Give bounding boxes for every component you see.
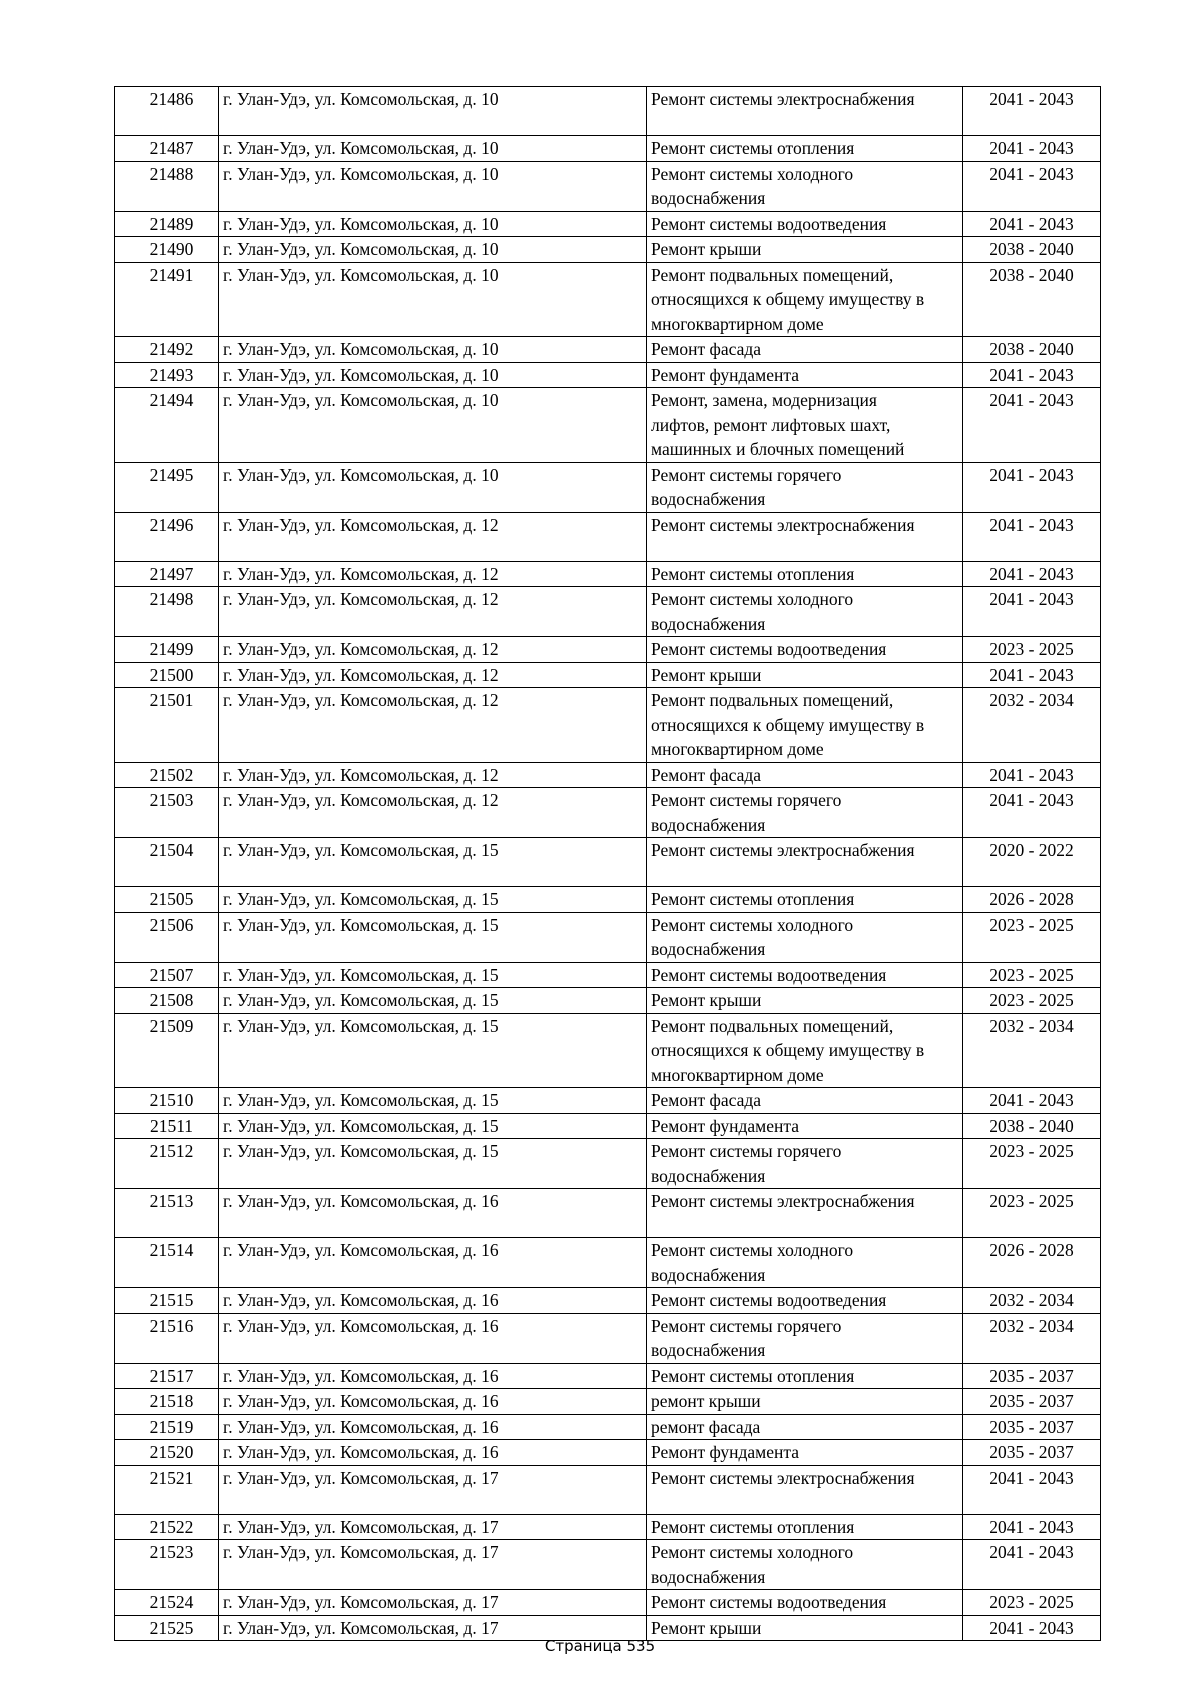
- address-cell: г. Улан-Удэ, ул. Комсомольская, д. 12: [219, 637, 647, 663]
- row-number-cell: 21499: [115, 637, 219, 663]
- address-cell: г. Улан-Удэ, ул. Комсомольская, д. 10: [219, 237, 647, 263]
- row-number-cell: 21524: [115, 1590, 219, 1616]
- years-cell: 2041 - 2043: [963, 1514, 1101, 1540]
- work-type-line: Ремонт системы отопления: [651, 563, 855, 584]
- work-type-line: Ремонт системы электроснабжения: [651, 1191, 915, 1211]
- years-cell: 2023 - 2025: [963, 962, 1101, 988]
- years-cell: 2035 - 2037: [963, 1389, 1101, 1415]
- table-row: [115, 362, 1101, 388]
- years-cell: 2041 - 2043: [963, 161, 1101, 211]
- work-type-cell: [647, 637, 963, 663]
- row-number-cell: 21489: [115, 211, 219, 237]
- years-cell: 2041 - 2043: [963, 561, 1101, 587]
- years-cell: 2041 - 2043: [963, 462, 1101, 512]
- row-number-cell: 21491: [115, 262, 219, 337]
- years-cell: 2023 - 2025: [963, 637, 1101, 663]
- table-row: [115, 887, 1101, 913]
- row-number-cell: 21502: [115, 762, 219, 788]
- table-row: [115, 1288, 1101, 1314]
- table-row: [115, 662, 1101, 688]
- work-type-cell: [647, 887, 963, 913]
- work-type-line: Ремонт фундамента: [651, 1442, 800, 1462]
- work-type-line: водоснабжения: [651, 814, 766, 835]
- address-cell: г. Улан-Удэ, ул. Комсомольская, д. 10: [219, 462, 647, 512]
- work-type-line: ремонт крыши: [651, 1391, 761, 1411]
- work-type-line: Ремонт подвальных помещений,: [651, 690, 894, 710]
- years-cell: 2032 - 2034: [963, 1013, 1101, 1088]
- row-number-cell: 21507: [115, 962, 219, 988]
- work-type-cell: [647, 1389, 963, 1415]
- years-cell: 2020 - 2022: [963, 838, 1101, 887]
- work-type-line: водоснабжения: [651, 489, 766, 509]
- page-number: Страница 535: [544, 1637, 656, 1655]
- work-type-line: многоквартирном доме: [651, 739, 824, 759]
- row-number-cell: 21496: [115, 512, 219, 561]
- work-type-line: водоснабжения: [651, 1264, 766, 1285]
- years-cell: 2041 - 2043: [963, 788, 1101, 838]
- address-cell: г. Улан-Удэ, ул. Комсомольская, д. 16: [219, 1288, 647, 1314]
- work-type-cell: [647, 262, 963, 337]
- address-cell: г. Улан-Удэ, ул. Комсомольская, д. 12: [219, 688, 647, 763]
- work-type-line: Ремонт, замена, модернизация: [651, 390, 877, 410]
- row-number-cell: 21509: [115, 1013, 219, 1088]
- table-row: [115, 838, 1101, 887]
- address-cell: г. Улан-Удэ, ул. Комсомольская, д. 15: [219, 1013, 647, 1088]
- years-cell: 2023 - 2025: [963, 1590, 1101, 1616]
- work-type-cell: [647, 1590, 963, 1616]
- table-row: [115, 388, 1101, 463]
- years-cell: 2041 - 2043: [963, 762, 1101, 788]
- row-number-cell: 21514: [115, 1238, 219, 1288]
- work-type-line: Ремонт системы электроснабжения: [651, 514, 915, 535]
- address-cell: г. Улан-Удэ, ул. Комсомольская, д. 15: [219, 988, 647, 1014]
- address-cell: г. Улан-Удэ, ул. Комсомольская, д. 16: [219, 1414, 647, 1440]
- table-row: [115, 962, 1101, 988]
- address-cell: г. Улан-Удэ, ул. Комсомольская, д. 15: [219, 1113, 647, 1139]
- table-row: [115, 1238, 1101, 1288]
- table-row: [115, 1088, 1101, 1114]
- work-type-line: Ремонт системы отопления: [651, 1516, 855, 1537]
- work-type-line: Ремонт системы холодного: [651, 163, 854, 184]
- work-type-cell: [647, 1088, 963, 1114]
- row-number-cell: 21500: [115, 662, 219, 688]
- years-cell: 2041 - 2043: [963, 87, 1101, 136]
- table-row: [115, 1139, 1101, 1189]
- row-number-cell: 21493: [115, 362, 219, 388]
- work-type-line: Ремонт системы водоотведения: [651, 1592, 887, 1612]
- work-type-line: Ремонт фасада: [651, 339, 762, 359]
- row-number-cell: 21517: [115, 1363, 219, 1389]
- works-table-body: [115, 87, 1101, 1641]
- years-cell: 2038 - 2040: [963, 262, 1101, 337]
- address-cell: г. Улан-Удэ, ул. Комсомольская, д. 12: [219, 587, 647, 637]
- address-cell: г. Улан-Удэ, ул. Комсомольская, д. 17: [219, 1590, 647, 1616]
- table-row: [115, 462, 1101, 512]
- work-type-line: Ремонт системы холодного: [651, 1542, 854, 1562]
- row-number-cell: 21523: [115, 1540, 219, 1590]
- address-cell: г. Улан-Удэ, ул. Комсомольская, д. 17: [219, 1465, 647, 1514]
- work-type-cell: [647, 512, 963, 561]
- table-row: [115, 637, 1101, 663]
- row-number-cell: 21488: [115, 161, 219, 211]
- address-cell: г. Улан-Удэ, ул. Комсомольская, д. 12: [219, 512, 647, 561]
- years-cell: 2041 - 2043: [963, 587, 1101, 637]
- row-number-cell: 21494: [115, 388, 219, 463]
- work-type-line: водоснабжения: [651, 613, 766, 634]
- row-number-cell: 21522: [115, 1514, 219, 1540]
- work-type-cell: [647, 962, 963, 988]
- work-type-line: Ремонт системы горячего: [651, 464, 842, 485]
- address-cell: г. Улан-Удэ, ул. Комсомольская, д. 12: [219, 561, 647, 587]
- years-cell: 2041 - 2043: [963, 211, 1101, 237]
- work-type-line: Ремонт крыши: [651, 990, 762, 1010]
- work-type-line: Ремонт системы электроснабжения: [651, 1467, 915, 1488]
- work-type-line: машинных и блочных помещений: [651, 439, 905, 459]
- work-type-line: Ремонт крыши: [651, 1617, 762, 1638]
- years-cell: 2035 - 2037: [963, 1440, 1101, 1466]
- work-type-line: Ремонт фасада: [651, 1090, 762, 1110]
- work-type-line: Ремонт системы горячего: [651, 1315, 842, 1336]
- years-cell: 2032 - 2034: [963, 1313, 1101, 1363]
- address-cell: г. Улан-Удэ, ул. Комсомольская, д. 12: [219, 788, 647, 838]
- table-row: [115, 1514, 1101, 1540]
- years-cell: 2041 - 2043: [963, 1465, 1101, 1514]
- work-type-cell: [647, 838, 963, 887]
- address-cell: г. Улан-Удэ, ул. Комсомольская, д. 12: [219, 662, 647, 688]
- work-type-cell: [647, 1363, 963, 1389]
- row-number-cell: 21497: [115, 561, 219, 587]
- address-cell: г. Улан-Удэ, ул. Комсомольская, д. 12: [219, 762, 647, 788]
- row-number-cell: 21513: [115, 1189, 219, 1238]
- row-number-cell: 21490: [115, 237, 219, 263]
- years-cell: 2041 - 2043: [963, 388, 1101, 463]
- work-type-line: Ремонт системы горячего: [651, 1141, 842, 1161]
- table-row: [115, 1013, 1101, 1088]
- work-type-cell: [647, 1440, 963, 1466]
- work-type-line: водоснабжения: [651, 1566, 766, 1587]
- work-type-cell: [647, 662, 963, 688]
- row-number-cell: 21525: [115, 1615, 219, 1641]
- table-row: [115, 1540, 1101, 1590]
- table-row: [115, 136, 1101, 162]
- years-cell: 2023 - 2025: [963, 988, 1101, 1014]
- table-row: [115, 988, 1101, 1014]
- work-type-cell: [647, 1540, 963, 1590]
- row-number-cell: 21519: [115, 1414, 219, 1440]
- work-type-line: Ремонт системы холодного: [651, 589, 854, 609]
- work-type-line: Ремонт системы холодного: [651, 1240, 854, 1260]
- work-type-line: относящихся к общему имуществу в: [651, 714, 925, 735]
- years-cell: 2032 - 2034: [963, 688, 1101, 763]
- address-cell: г. Улан-Удэ, ул. Комсомольская, д. 16: [219, 1313, 647, 1363]
- years-cell: 2023 - 2025: [963, 1139, 1101, 1189]
- address-cell: г. Улан-Удэ, ул. Комсомольская, д. 17: [219, 1540, 647, 1590]
- years-cell: 2041 - 2043: [963, 662, 1101, 688]
- table-row: [115, 1440, 1101, 1466]
- works-table: [114, 86, 1101, 1641]
- row-number-cell: 21498: [115, 587, 219, 637]
- work-type-line: водоснабжения: [651, 1165, 766, 1186]
- address-cell: г. Улан-Удэ, ул. Комсомольская, д. 16: [219, 1363, 647, 1389]
- row-number-cell: 21515: [115, 1288, 219, 1314]
- table-row: [115, 1313, 1101, 1363]
- years-cell: 2035 - 2037: [963, 1363, 1101, 1389]
- address-cell: г. Улан-Удэ, ул. Комсомольская, д. 10: [219, 211, 647, 237]
- work-type-line: Ремонт системы отопления: [651, 889, 855, 909]
- address-cell: г. Улан-Удэ, ул. Комсомольская, д. 16: [219, 1238, 647, 1288]
- work-type-line: Ремонт крыши: [651, 239, 762, 259]
- work-type-cell: [647, 462, 963, 512]
- table-row: [115, 262, 1101, 337]
- work-type-line: водоснабжения: [651, 939, 766, 959]
- table-row: [115, 161, 1101, 211]
- work-type-cell: [647, 1313, 963, 1363]
- work-type-cell: [647, 161, 963, 211]
- years-cell: 2023 - 2025: [963, 1189, 1101, 1238]
- address-cell: г. Улан-Удэ, ул. Комсомольская, д. 15: [219, 1088, 647, 1114]
- table-row: [115, 87, 1101, 136]
- table-row: [115, 1414, 1101, 1440]
- work-type-line: многоквартирном доме: [651, 313, 824, 334]
- years-cell: 2041 - 2043: [963, 1540, 1101, 1590]
- address-cell: г. Улан-Удэ, ул. Комсомольская, д. 10: [219, 388, 647, 463]
- row-number-cell: 21520: [115, 1440, 219, 1466]
- row-number-cell: 21486: [115, 87, 219, 136]
- work-type-line: водоснабжения: [651, 1340, 766, 1360]
- table-row: [115, 688, 1101, 763]
- table-row: [115, 1590, 1101, 1616]
- address-cell: г. Улан-Удэ, ул. Комсомольская, д. 17: [219, 1514, 647, 1540]
- table-row: [115, 512, 1101, 561]
- years-cell: 2026 - 2028: [963, 887, 1101, 913]
- work-type-cell: [647, 561, 963, 587]
- work-type-cell: [647, 237, 963, 263]
- work-type-cell: [647, 1414, 963, 1440]
- work-type-line: Ремонт подвальных помещений,: [651, 1015, 894, 1036]
- years-cell: 2041 - 2043: [963, 362, 1101, 388]
- years-cell: 2041 - 2043: [963, 1088, 1101, 1114]
- address-cell: г. Улан-Удэ, ул. Комсомольская, д. 10: [219, 362, 647, 388]
- table-row: [115, 587, 1101, 637]
- address-cell: г. Улан-Удэ, ул. Комсомольская, д. 15: [219, 912, 647, 962]
- work-type-line: водоснабжения: [651, 188, 766, 208]
- table-row: [115, 561, 1101, 587]
- work-type-cell: [647, 1238, 963, 1288]
- row-number-cell: 21505: [115, 887, 219, 913]
- work-type-cell: [647, 1288, 963, 1314]
- years-cell: 2041 - 2043: [963, 1615, 1101, 1641]
- work-type-line: Ремонт системы холодного: [651, 914, 854, 935]
- table-row: [115, 762, 1101, 788]
- work-type-line: Ремонт системы горячего: [651, 790, 842, 810]
- years-cell: 2041 - 2043: [963, 136, 1101, 162]
- work-type-cell: [647, 1465, 963, 1514]
- work-type-cell: [647, 1139, 963, 1189]
- work-type-cell: [647, 337, 963, 363]
- work-type-cell: [647, 1113, 963, 1139]
- table-row: [115, 1189, 1101, 1238]
- years-cell: 2038 - 2040: [963, 337, 1101, 363]
- row-number-cell: 21511: [115, 1113, 219, 1139]
- years-cell: 2023 - 2025: [963, 912, 1101, 962]
- work-type-line: относящихся к общему имуществу в: [651, 289, 925, 309]
- row-number-cell: 21510: [115, 1088, 219, 1114]
- work-type-cell: [647, 762, 963, 788]
- table-row: [115, 1389, 1101, 1415]
- address-cell: г. Улан-Удэ, ул. Комсомольская, д. 16: [219, 1440, 647, 1466]
- address-cell: г. Улан-Удэ, ул. Комсомольская, д. 17: [219, 1615, 647, 1641]
- work-type-line: Ремонт подвальных помещений,: [651, 264, 894, 285]
- row-number-cell: 21518: [115, 1389, 219, 1415]
- years-cell: 2035 - 2037: [963, 1414, 1101, 1440]
- row-number-cell: 21503: [115, 788, 219, 838]
- work-type-cell: [647, 988, 963, 1014]
- work-type-line: Ремонт системы водоотведения: [651, 213, 887, 234]
- work-type-cell: [647, 362, 963, 388]
- years-cell: 2041 - 2043: [963, 512, 1101, 561]
- work-type-line: Ремонт системы электроснабжения: [651, 840, 915, 860]
- work-type-cell: [647, 87, 963, 136]
- work-type-cell: [647, 1013, 963, 1088]
- work-type-cell: [647, 136, 963, 162]
- address-cell: г. Улан-Удэ, ул. Комсомольская, д. 10: [219, 337, 647, 363]
- address-cell: г. Улан-Удэ, ул. Комсомольская, д. 16: [219, 1189, 647, 1238]
- work-type-cell: [647, 1189, 963, 1238]
- table-row: [115, 1363, 1101, 1389]
- work-type-line: Ремонт системы отопления: [651, 138, 855, 158]
- years-cell: 2026 - 2028: [963, 1238, 1101, 1288]
- row-number-cell: 21512: [115, 1139, 219, 1189]
- table-row: [115, 1113, 1101, 1139]
- row-number-cell: 21501: [115, 688, 219, 763]
- work-type-cell: [647, 211, 963, 237]
- work-type-line: ремонт фасада: [651, 1416, 761, 1437]
- work-type-cell: [647, 912, 963, 962]
- work-type-line: многоквартирном доме: [651, 1064, 824, 1085]
- table-row: [115, 788, 1101, 838]
- work-type-cell: [647, 587, 963, 637]
- work-type-cell: [647, 688, 963, 763]
- table-row: [115, 211, 1101, 237]
- table-row: [115, 337, 1101, 363]
- address-cell: г. Улан-Удэ, ул. Комсомольская, д. 10: [219, 87, 647, 136]
- address-cell: г. Улан-Удэ, ул. Комсомольская, д. 10: [219, 136, 647, 162]
- row-number-cell: 21487: [115, 136, 219, 162]
- address-cell: г. Улан-Удэ, ул. Комсомольская, д. 15: [219, 887, 647, 913]
- address-cell: г. Улан-Удэ, ул. Комсомольская, д. 10: [219, 161, 647, 211]
- work-type-line: Ремонт фасада: [651, 764, 762, 785]
- work-type-cell: [647, 1514, 963, 1540]
- table-row: [115, 1465, 1101, 1514]
- address-cell: г. Улан-Удэ, ул. Комсомольская, д. 16: [219, 1389, 647, 1415]
- work-type-line: Ремонт системы электроснабжения: [651, 89, 915, 109]
- years-cell: 2038 - 2040: [963, 237, 1101, 263]
- years-cell: 2032 - 2034: [963, 1288, 1101, 1314]
- work-type-line: Ремонт системы водоотведения: [651, 1290, 887, 1310]
- address-cell: г. Улан-Удэ, ул. Комсомольская, д. 15: [219, 962, 647, 988]
- address-cell: г. Улан-Удэ, ул. Комсомольская, д. 10: [219, 262, 647, 337]
- years-cell: 2038 - 2040: [963, 1113, 1101, 1139]
- work-type-line: Ремонт системы водоотведения: [651, 639, 887, 659]
- work-type-line: лифтов, ремонт лифтовых шахт,: [651, 414, 891, 435]
- work-type-line: Ремонт фундамента: [651, 364, 800, 385]
- row-number-cell: 21504: [115, 838, 219, 887]
- row-number-cell: 21516: [115, 1313, 219, 1363]
- work-type-line: Ремонт крыши: [651, 664, 762, 685]
- address-cell: г. Улан-Удэ, ул. Комсомольская, д. 15: [219, 1139, 647, 1189]
- work-type-cell: [647, 788, 963, 838]
- row-number-cell: 21521: [115, 1465, 219, 1514]
- work-type-line: относящихся к общему имуществу в: [651, 1040, 925, 1060]
- work-type-line: Ремонт системы водоотведения: [651, 964, 887, 985]
- address-cell: г. Улан-Удэ, ул. Комсомольская, д. 15: [219, 838, 647, 887]
- table-row: [115, 237, 1101, 263]
- row-number-cell: 21508: [115, 988, 219, 1014]
- work-type-line: Ремонт системы отопления: [651, 1365, 855, 1386]
- row-number-cell: 21495: [115, 462, 219, 512]
- table-row: [115, 912, 1101, 962]
- row-number-cell: 21492: [115, 337, 219, 363]
- work-type-cell: [647, 388, 963, 463]
- row-number-cell: 21506: [115, 912, 219, 962]
- work-type-line: Ремонт фундамента: [651, 1115, 800, 1136]
